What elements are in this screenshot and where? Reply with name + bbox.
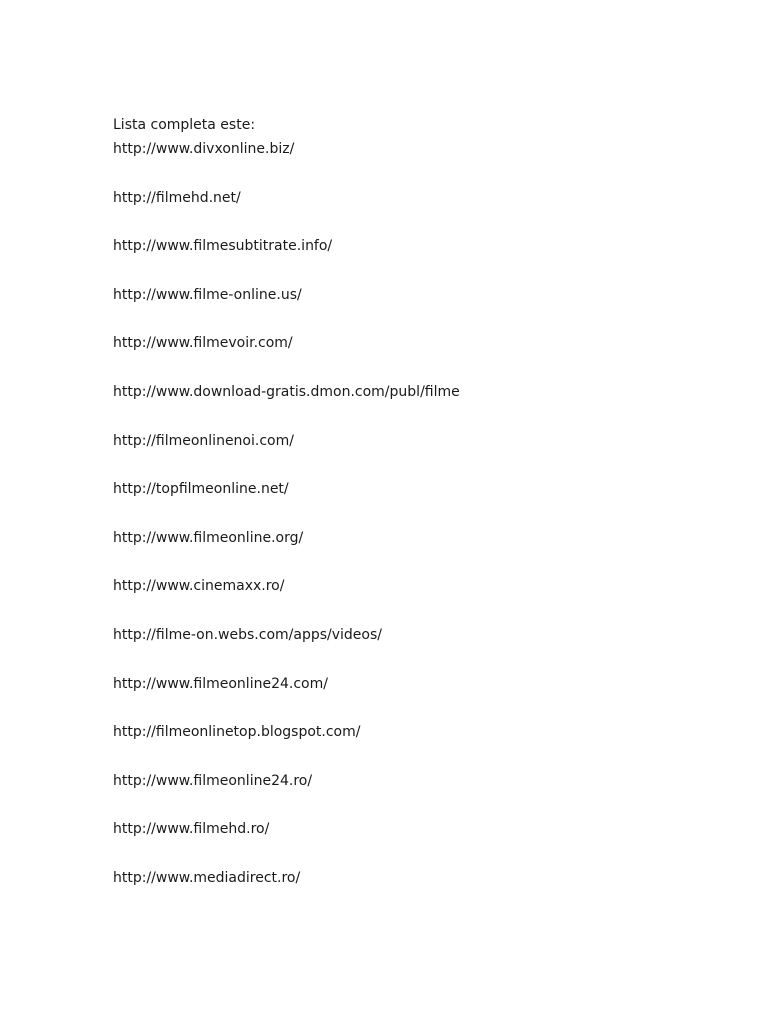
list-item-link-15: http://www.filmehd.ro/ <box>113 821 270 838</box>
list-item-link-2: http://filmehd.net/ <box>113 189 241 206</box>
list-item-link-10: http://www.cinemaxx.ro/ <box>113 578 285 595</box>
document-body <box>113 116 713 918</box>
list-item-link-9: http://www.filmeonline.org/ <box>113 529 304 546</box>
list-item-link-5: http://www.filmevoir.com/ <box>113 335 293 352</box>
list-item-link-11: http://filme-on.webs.com/apps/videos/ <box>113 626 382 643</box>
list-item-link-3: http://www.filmesubtitrate.info/ <box>113 238 333 255</box>
link-list <box>113 140 713 888</box>
list-item-link-13: http://filmeonlinetop.blogspot.com/ <box>113 724 361 741</box>
list-item-link-4: http://www.filme-online.us/ <box>113 286 302 303</box>
list-item-link-14: http://www.filmeonline24.ro/ <box>113 772 313 789</box>
list-item-link-16: http://www.mediadirect.ro/ <box>113 869 301 886</box>
list-item-link-8: http://topfilmeonline.net/ <box>113 481 289 498</box>
list-item-link-12: http://www.filmeonline24.com/ <box>113 675 328 692</box>
list-item-link-7: http://filmeonlinenoi.com/ <box>113 432 294 449</box>
list-item-link-1: http://www.divxonline.biz/ <box>113 141 295 157</box>
list-heading: Lista completa este: <box>113 117 256 133</box>
list-item-link-6: http://www.download-gratis.dmon.com/publ/filme <box>113 383 460 400</box>
